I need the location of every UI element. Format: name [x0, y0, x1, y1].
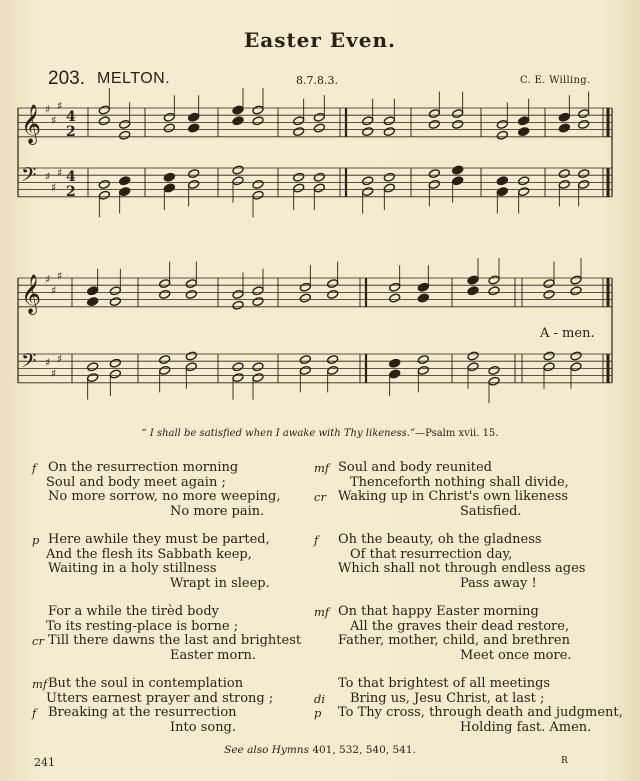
- note-head: [232, 105, 244, 115]
- note-head: [578, 109, 590, 119]
- note-head: [558, 179, 570, 189]
- note-head: [496, 119, 508, 129]
- note-head: [87, 286, 99, 296]
- note-head: [543, 279, 555, 289]
- verse-line: [30, 605, 310, 620]
- verse-text: No more pain.: [170, 503, 265, 519]
- note-head: [232, 300, 244, 310]
- see-also-prefix: See also Hymns: [224, 744, 309, 756]
- stanza: [30, 605, 310, 663]
- note-head: [327, 279, 339, 289]
- sharp-icon: ♯: [45, 103, 51, 116]
- composer: C. E. Willing.: [520, 75, 591, 86]
- note-head: [362, 127, 374, 137]
- note-head: [496, 130, 508, 140]
- note-head: [185, 362, 197, 372]
- epigraph-quote: “ I shall be satisfied when I awake with Thy likeness.”—: [141, 428, 426, 439]
- note-head: [163, 172, 175, 182]
- note-head: [87, 362, 99, 372]
- note-head: [232, 176, 244, 186]
- hymn-number: 203.: [48, 68, 85, 89]
- note-head: [327, 355, 339, 365]
- note-head: [299, 293, 311, 303]
- treble-clef-icon: 𝄞: [21, 104, 42, 144]
- sharp-icon: ♯: [45, 273, 51, 286]
- note-head: [467, 286, 479, 296]
- note-head: [496, 176, 508, 186]
- verse-line: [314, 533, 624, 548]
- verse-text: No more sorrow, no more weeping,: [48, 489, 281, 504]
- note-head: [252, 179, 264, 189]
- verse-text: Wrapt in sleep.: [170, 575, 270, 591]
- verse-text: Soul and body meet again ;: [46, 474, 226, 490]
- stanza: [314, 533, 624, 591]
- note-head: [232, 116, 244, 126]
- note-head: [570, 351, 582, 361]
- note-head: [232, 289, 244, 299]
- verse-line: [314, 692, 624, 707]
- verse-text: To its resting-place is borne ;: [46, 618, 239, 634]
- sharp-icon: ♯: [51, 181, 57, 194]
- verse-line: [314, 505, 624, 520]
- note-head: [313, 112, 325, 122]
- verse-text: To that brightest of all meetings: [338, 676, 551, 691]
- note-head: [252, 116, 264, 126]
- verse-text: Father, mother, child, and brethren: [338, 633, 570, 648]
- verse-line: [30, 577, 310, 592]
- note-head: [188, 179, 200, 189]
- note-head: [570, 275, 582, 285]
- verse-text: And the flesh its Sabbath keep,: [46, 546, 252, 562]
- note-head: [417, 293, 429, 303]
- note-head: [252, 362, 264, 372]
- note-head: [389, 358, 401, 368]
- verse-line: [314, 577, 624, 592]
- verse-line: [30, 620, 310, 635]
- note-head: [383, 116, 395, 126]
- note-head: [327, 289, 339, 299]
- verse-text: For a while the tirèd body: [48, 604, 219, 619]
- verse-text: Here awhile they must be parted,: [48, 532, 270, 547]
- note-head: [452, 165, 464, 175]
- verse-line: [314, 620, 624, 635]
- verse-line: [30, 721, 310, 736]
- page-number: 241: [34, 756, 55, 769]
- note-head: [109, 358, 121, 368]
- note-head: [159, 365, 171, 375]
- note-head: [417, 355, 429, 365]
- sharp-icon: ♯: [45, 170, 51, 184]
- verse-line: [30, 533, 310, 548]
- note-head: [188, 169, 200, 179]
- note-head: [488, 286, 500, 296]
- verse-line: [314, 649, 624, 664]
- verse-line: [314, 605, 624, 620]
- verse-text: Of that resurrection day,: [350, 546, 513, 562]
- sharp-icon: ♯: [45, 356, 51, 370]
- note-head: [188, 112, 200, 122]
- note-head: [518, 116, 530, 126]
- sharp-icon: ♯: [51, 283, 57, 297]
- note-head: [452, 109, 464, 119]
- note-head: [496, 187, 508, 197]
- dynamic-marking: mf: [32, 677, 48, 691]
- sharp-icon: ♯: [51, 367, 57, 380]
- verse-line: [314, 476, 624, 491]
- note-head: [467, 362, 479, 372]
- verse-text: Pass away !: [460, 575, 537, 591]
- note-head: [119, 130, 131, 140]
- time-signature-top: 4: [66, 169, 76, 185]
- note-head: [159, 355, 171, 365]
- note-head: [159, 279, 171, 289]
- note-head: [163, 123, 175, 133]
- verse-line: [314, 721, 624, 736]
- bass-clef-icon: 𝄢: [21, 349, 37, 377]
- note-head: [428, 169, 440, 179]
- bass-clef-icon: 𝄢: [21, 163, 37, 191]
- verse-line: [314, 548, 624, 563]
- sharp-icon: ♯: [51, 113, 57, 127]
- note-head: [299, 282, 311, 292]
- note-head: [467, 275, 479, 285]
- dynamic-marking: f: [32, 706, 37, 720]
- note-head: [428, 119, 440, 129]
- note-head: [313, 183, 325, 193]
- verse-text: Thenceforth nothing shall divide,: [350, 474, 569, 490]
- verse-line: [314, 677, 624, 692]
- see-also-note: [0, 744, 640, 756]
- verse-text: But the soul in contemplation: [48, 676, 244, 691]
- note-head: [293, 183, 305, 193]
- note-head: [362, 116, 374, 126]
- note-head: [98, 105, 110, 115]
- note-head: [98, 190, 110, 200]
- verse-line: [30, 505, 310, 520]
- verse-text: On that happy Easter morning: [338, 604, 539, 619]
- note-head: [558, 112, 570, 122]
- note-head: [159, 289, 171, 299]
- note-head: [163, 183, 175, 193]
- note-head: [417, 282, 429, 292]
- verse-text: Waiting in a holy stillness: [48, 561, 217, 576]
- page-title: Easter Even.: [243, 28, 397, 52]
- verse-line: [30, 490, 310, 505]
- verse-line: [314, 634, 624, 649]
- verse-line: [30, 562, 310, 577]
- epigraph: [0, 428, 640, 439]
- note-head: [383, 127, 395, 137]
- note-head: [570, 286, 582, 296]
- note-head: [417, 365, 429, 375]
- note-head: [389, 282, 401, 292]
- note-head: [119, 119, 131, 129]
- verse-line: [30, 706, 310, 721]
- note-head: [119, 187, 131, 197]
- note-head: [428, 109, 440, 119]
- verses-right-column: [314, 461, 624, 749]
- note-head: [293, 172, 305, 182]
- verse-line: [314, 706, 624, 721]
- note-head: [578, 179, 590, 189]
- verse-line: [30, 634, 310, 649]
- note-head: [163, 112, 175, 122]
- note-head: [87, 297, 99, 307]
- note-head: [293, 116, 305, 126]
- verse-text: Meet once more.: [460, 647, 572, 663]
- sharp-icon: ♯: [57, 352, 63, 366]
- dynamic-marking: f: [314, 533, 319, 547]
- note-head: [185, 279, 197, 289]
- dynamic-marking: p: [32, 533, 40, 547]
- verse-text: Holding fast. Amen.: [460, 719, 592, 735]
- verse-text: Into song.: [170, 719, 237, 735]
- dynamic-marking: mf: [314, 605, 330, 619]
- note-head: [252, 286, 264, 296]
- stanza: [30, 677, 310, 735]
- note-head: [109, 286, 121, 296]
- amen-lyric: A - men.: [540, 326, 595, 341]
- treble-clef-icon: 𝄞: [21, 274, 42, 314]
- sharp-icon: ♯: [57, 166, 63, 180]
- note-head: [232, 362, 244, 372]
- dynamic-marking: di: [314, 691, 326, 706]
- verse-line: [30, 548, 310, 563]
- note-head: [185, 351, 197, 361]
- stanza: [30, 533, 310, 591]
- note-head: [518, 127, 530, 137]
- note-head: [185, 289, 197, 299]
- note-head: [109, 297, 121, 307]
- note-head: [452, 119, 464, 129]
- verse-text: To Thy cross, through death and judgment,: [338, 705, 623, 720]
- note-head: [518, 176, 530, 186]
- note-head: [87, 373, 99, 383]
- verse-text: Oh the beauty, oh the gladness: [338, 532, 542, 547]
- note-head: [188, 123, 200, 133]
- note-head: [362, 176, 374, 186]
- verse-line: [314, 562, 624, 577]
- note-head: [252, 105, 264, 115]
- time-signature-top: 4: [66, 109, 76, 125]
- note-head: [313, 172, 325, 182]
- verse-text: On the resurrection morning: [48, 460, 239, 475]
- note-head: [543, 362, 555, 372]
- note-head: [383, 183, 395, 193]
- note-head: [488, 275, 500, 285]
- note-head: [299, 365, 311, 375]
- sharp-icon: ♯: [57, 269, 63, 283]
- verse-line: [30, 649, 310, 664]
- note-head: [252, 373, 264, 383]
- verses-left-column: [30, 461, 310, 749]
- verse-line: [314, 490, 624, 505]
- note-head: [252, 297, 264, 307]
- note-head: [232, 373, 244, 383]
- verse-text: All the graves their dead restore,: [350, 618, 570, 634]
- note-head: [543, 289, 555, 299]
- note-head: [252, 190, 264, 200]
- note-head: [488, 365, 500, 375]
- note-head: [313, 123, 325, 133]
- note-head: [578, 119, 590, 129]
- verse-line: [30, 692, 310, 707]
- note-head: [119, 176, 131, 186]
- verse-text: Utters earnest prayer and strong ;: [46, 690, 274, 706]
- verse-line: [30, 677, 310, 692]
- note-head: [518, 187, 530, 197]
- stanza: [314, 605, 624, 663]
- note-head: [558, 169, 570, 179]
- note-head: [467, 351, 479, 361]
- verse-text: Which shall not through endless ages: [338, 561, 586, 576]
- time-signature-bottom: 2: [66, 124, 76, 140]
- verse-text: Till there dawns the last and brightest: [48, 633, 302, 648]
- dynamic-marking: p: [314, 706, 322, 720]
- note-head: [327, 365, 339, 375]
- dynamic-marking: f: [32, 461, 37, 475]
- note-head: [543, 351, 555, 361]
- note-head: [293, 127, 305, 137]
- signature-mark: R: [561, 756, 568, 766]
- stanza: [314, 677, 624, 735]
- note-head: [578, 169, 590, 179]
- stanza: [30, 461, 310, 519]
- note-head: [428, 179, 440, 189]
- epigraph-reference: Psalm xvii. 15.: [425, 428, 499, 439]
- note-head: [383, 172, 395, 182]
- note-head: [570, 362, 582, 372]
- verse-line: [30, 476, 310, 491]
- dynamic-marking: cr: [314, 490, 326, 504]
- note-head: [299, 355, 311, 365]
- note-head: [98, 116, 110, 126]
- time-signature-bottom: 2: [66, 184, 76, 200]
- sharp-icon: ♯: [57, 99, 63, 113]
- meter: 8.7.8.3.: [296, 74, 338, 87]
- note-head: [362, 187, 374, 197]
- verse-text: Waking up in Christ's own likeness: [338, 489, 569, 504]
- note-head: [98, 179, 110, 189]
- note-head: [389, 293, 401, 303]
- note-head: [109, 369, 121, 379]
- note-head: [558, 123, 570, 133]
- note-head: [452, 176, 464, 186]
- verse-line: [30, 461, 310, 476]
- dynamic-marking: mf: [314, 461, 330, 475]
- note-head: [488, 376, 500, 386]
- verse-text: Soul and body reunited: [338, 460, 492, 475]
- dynamic-marking: cr: [32, 634, 44, 648]
- note-head: [232, 165, 244, 175]
- tune-name: MELTON.: [97, 70, 171, 87]
- verse-text: Bring us, Jesu Christ, at last ;: [350, 690, 545, 706]
- verse-text: Satisfied.: [460, 503, 522, 519]
- see-also-numbers: 401, 532, 540, 541.: [312, 744, 416, 756]
- stanza: [314, 461, 624, 519]
- note-head: [389, 369, 401, 379]
- verse-line: [314, 461, 624, 476]
- verse-text: Easter morn.: [170, 647, 257, 663]
- verse-text: Breaking at the resurrection: [48, 705, 237, 720]
